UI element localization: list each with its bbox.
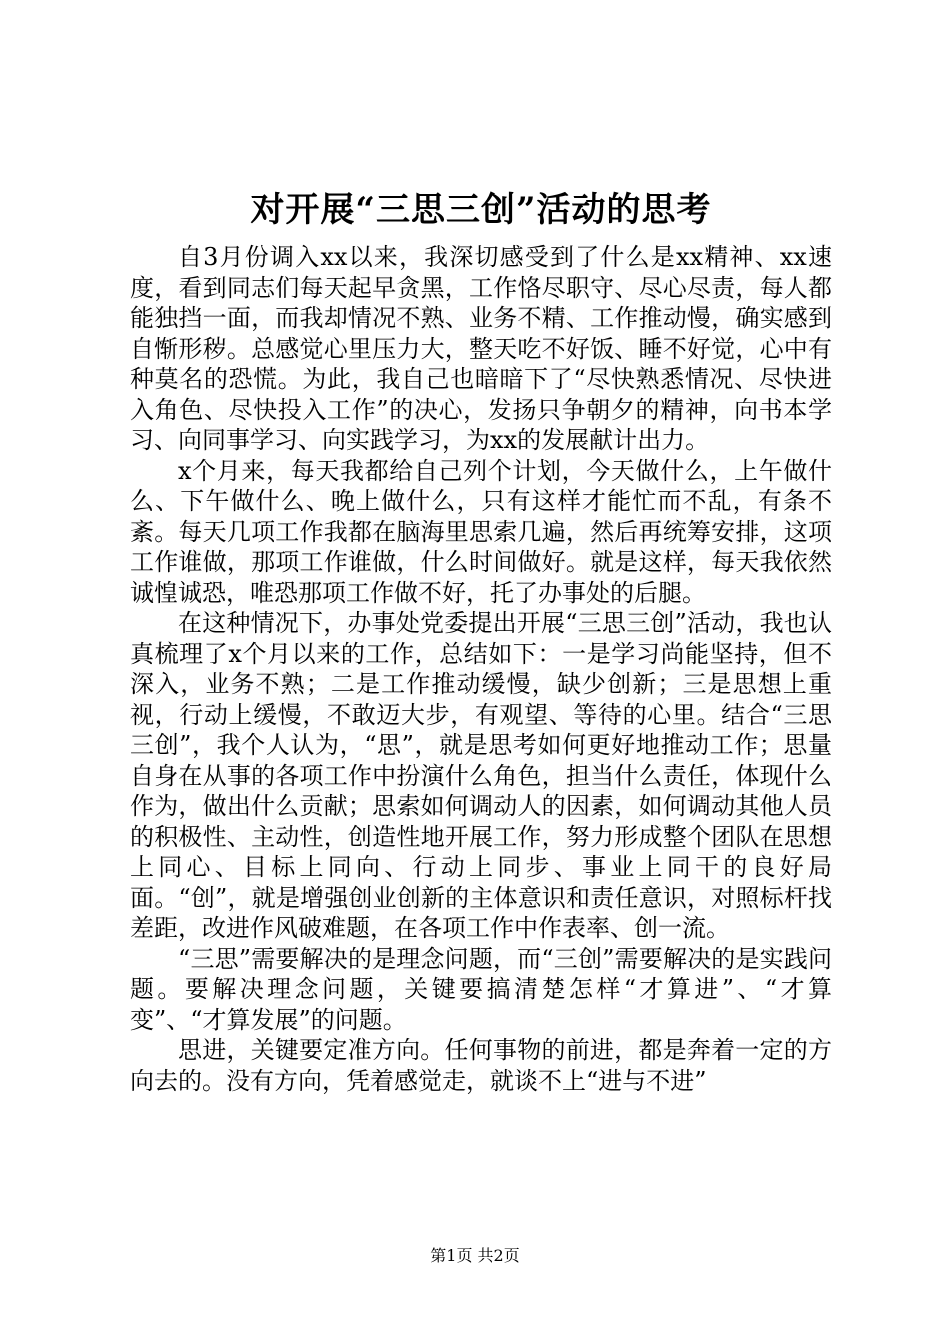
paragraph-2: x个月来，每天我都给自己列个计划，今天做什么，上午做什么、下午做什么、晚上做什么，只有这样才能忙而不乱，有条不紊。每天几项工作我都在脑海里思索几遍，然后再统筹安排，这项工作谁做，那项工作谁做，什么时间做好。就是这样，每天我依然诚惶诚恐，唯恐那项工作做不好，托了办事处的后腿。 — [130, 456, 832, 607]
paragraph-5: 思进，关键要定准方向。任何事物的前进，都是奔着一定的方向去的。没有方向，凭着感觉走，就谈不上“进与不进” — [130, 1036, 832, 1095]
document-text — [130, 242, 832, 1096]
page-footer: 第1页 共2页 — [430, 1246, 520, 1265]
paragraph-4: “三思”需要解决的是理念问题，而“三创”需要解决的是实践问题。要解决理念问题，关键要搞清楚怎样“才算进”、“才算变”、“才算发展”的问题。 — [130, 944, 832, 1034]
paragraph-3: 在这种情况下，办事处党委提出开展“三思三创”活动，我也认真梳理了x个月以来的工作，总结如下：一是学习尚能坚持，但不深入，业务不熟；二是工作推动缓慢，缺少创新；三是思想上重视，行动上缓慢，不敢迈大步，有观望、等待的心里。结合“三思三创”，我个人认为，“思”，就是思考如何更好地推动工作；思量自身在从事的各项工作中扮演什么角色，担当什么责任，体现什么作为，做出什么贡献；思索如何调动人的因素，如何调动其他人员的积极性、主动性，创造性地开展工作，努力形成整个团队在思想上同心、目标上同向、行动上同步、事业上同干的良好局面。“创”，就是增强创业创新的主体意识和责任意识，对照标杆找差距，改进作风破难题，在各项工作中作表率、创一流。 — [130, 609, 832, 942]
document-title: 对开展“三思三创”活动的思考 — [250, 190, 712, 230]
document-body — [130, 180, 832, 1096]
paragraph-1: 自3月份调入xx以来，我深切感受到了什么是xx精神、xx速度，看到同志们每天起早贪黑，工作恪尽职守、尽心尽责，每人都能独挡一面，而我却情况不熟、业务不精、工作推动慢，确实感到自惭形秽。总感觉心里压力大，整天吃不好饭、睡不好觉，心中有种莫名的恐慌。为此，我自己也暗暗下了“尽快熟悉情况、尽快进入角色、尽快投入工作”的决心，发扬只争朝夕的精神，向书本学习、向同事学习、向实践学习，为xx的发展献计出力。 — [130, 243, 832, 454]
